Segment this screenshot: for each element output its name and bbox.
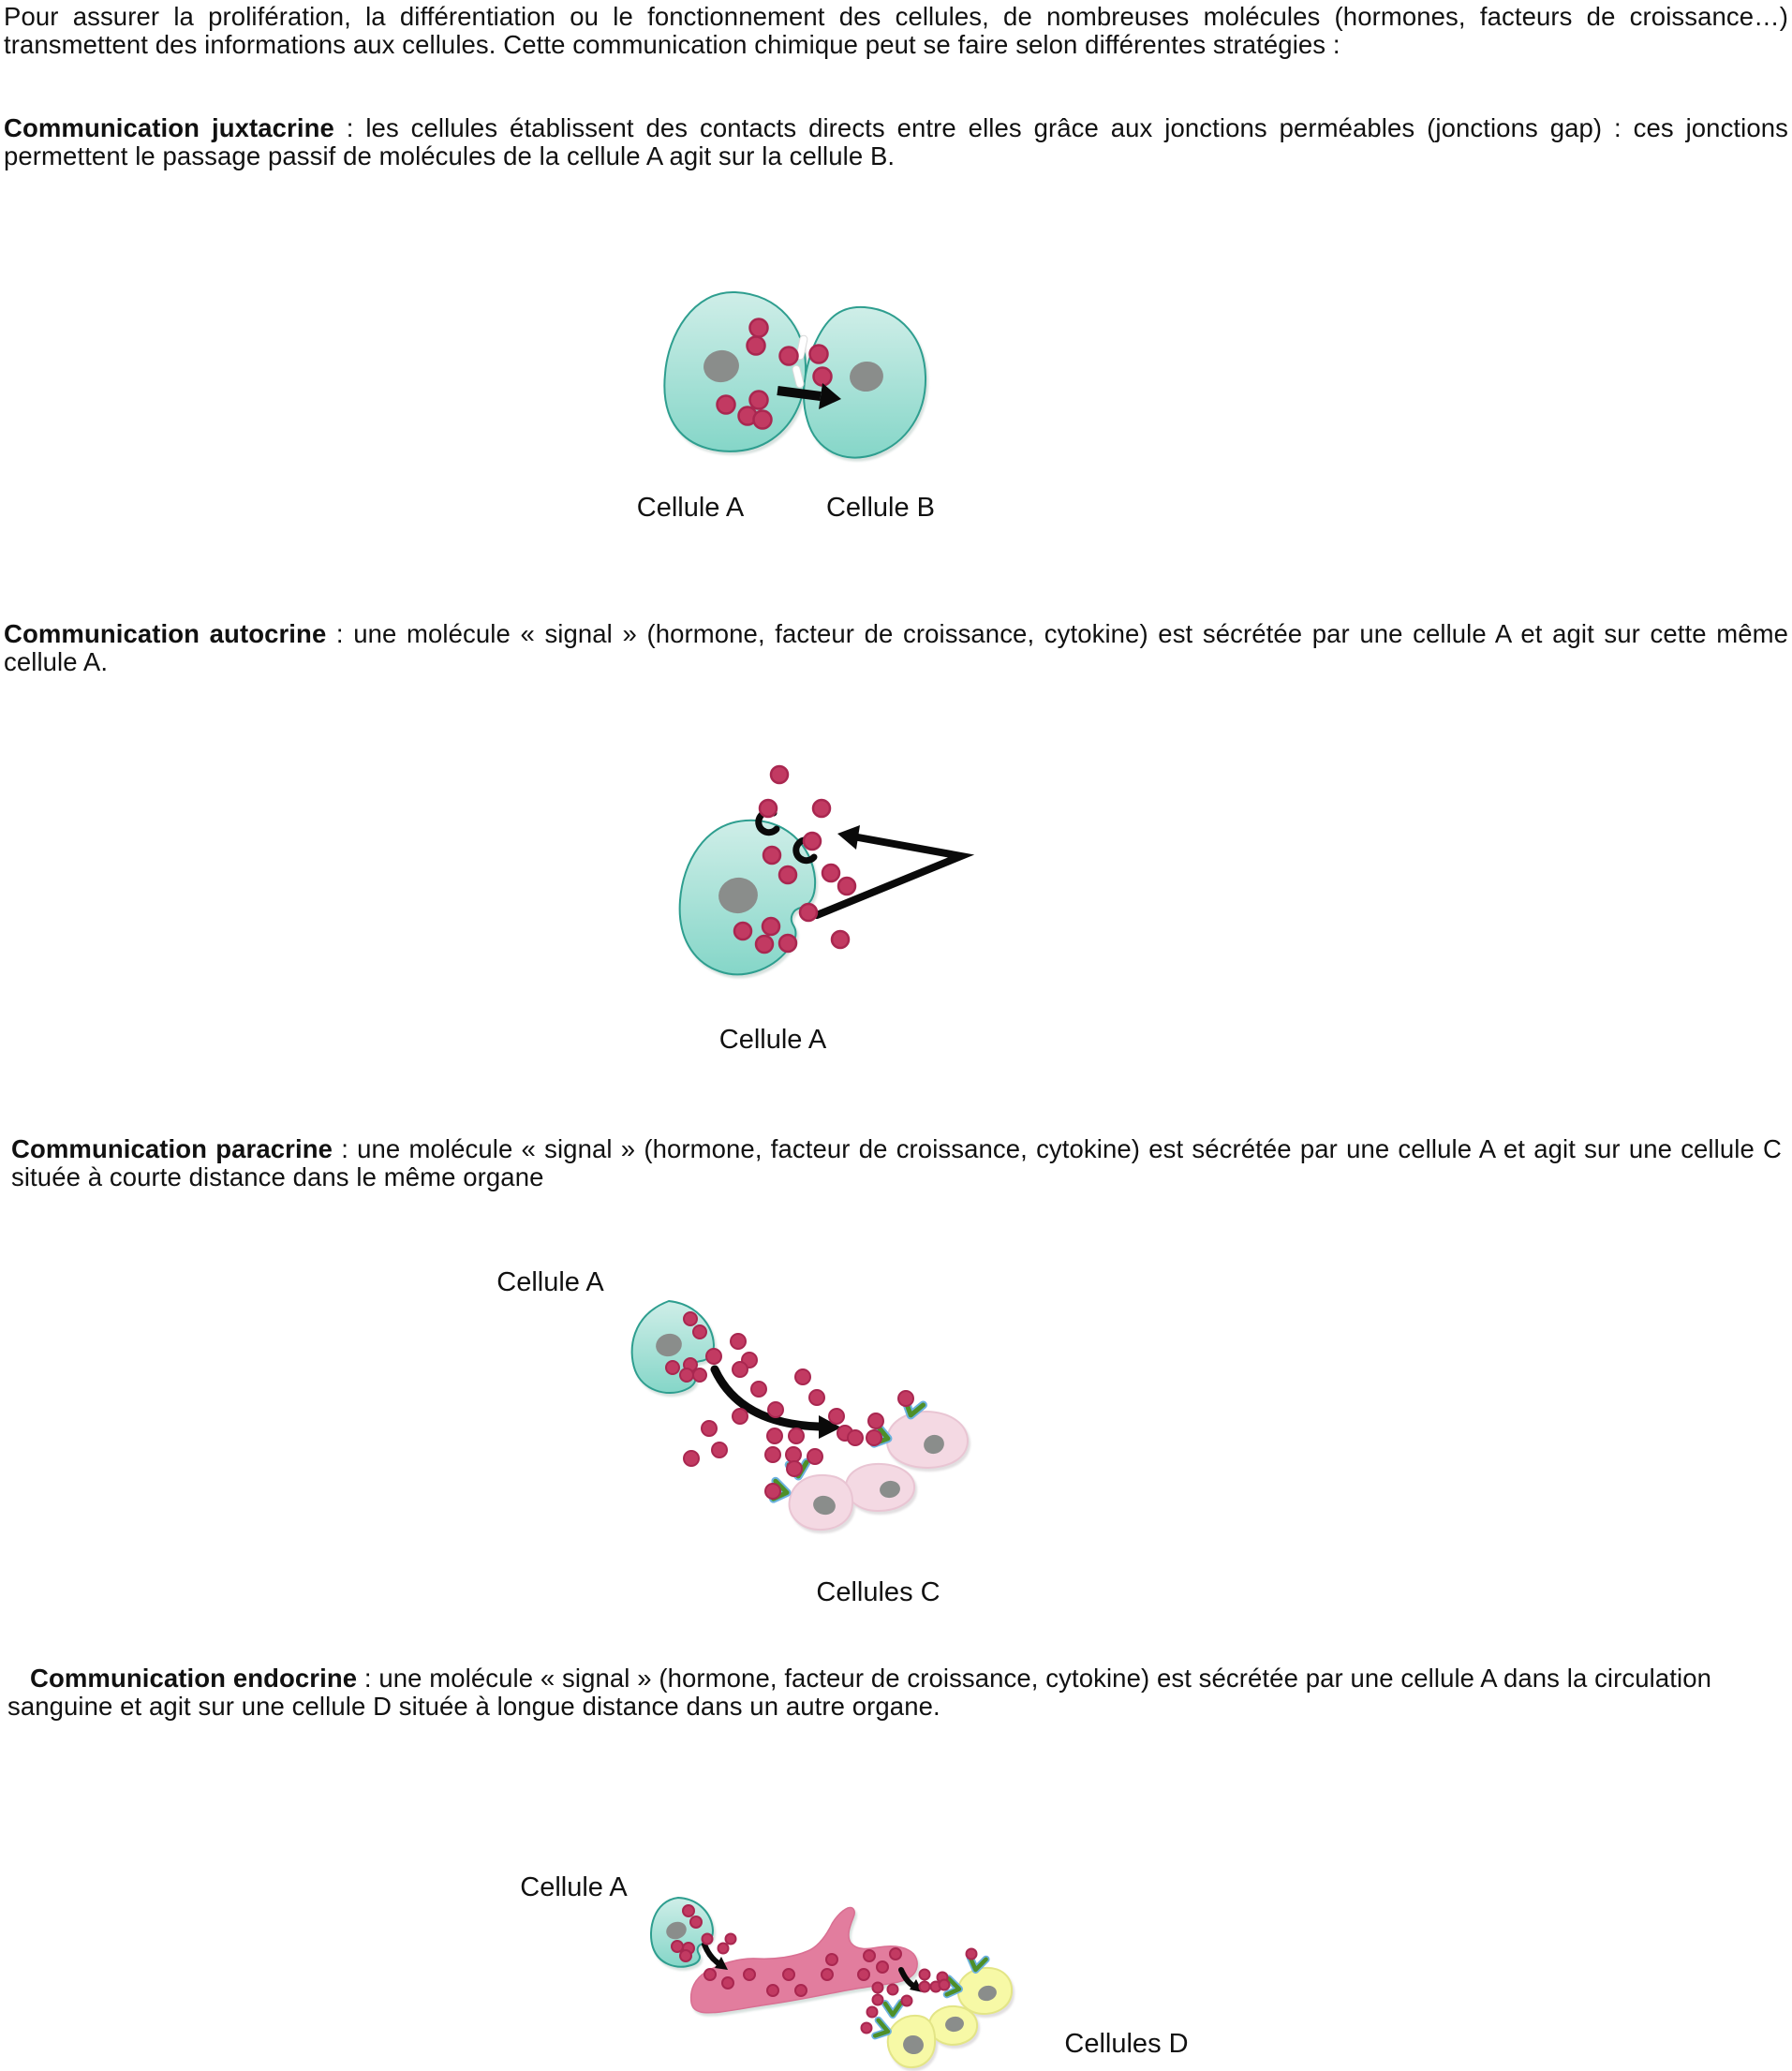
molecule-dot	[898, 1391, 913, 1406]
molecule-dot	[807, 1449, 822, 1464]
molecule-dot	[760, 800, 777, 817]
molecule-dot	[748, 337, 765, 355]
molecule-dot	[920, 1970, 930, 1980]
molecule-dot	[822, 865, 839, 881]
molecule-dot	[751, 1382, 766, 1397]
molecule-dot	[744, 1969, 755, 1980]
molecule-dot	[768, 1402, 783, 1417]
molecule-dot	[779, 866, 796, 883]
molecule-dot	[780, 348, 798, 365]
molecule-dot	[822, 1969, 833, 1980]
molecule-dot	[693, 1368, 706, 1382]
molecule-dot	[867, 2007, 878, 2018]
juxtacrine-label-cell-a: Cellule A	[636, 493, 745, 523]
molecule-dot	[754, 411, 772, 429]
molecule-dot	[888, 1985, 898, 1995]
molecule-dot	[722, 1977, 733, 1989]
molecule-dot	[712, 1442, 727, 1457]
cell-c-shape	[846, 1464, 914, 1511]
molecule-dot	[690, 1916, 702, 1928]
molecule-dot	[680, 1950, 691, 1961]
molecule-dot	[810, 346, 828, 363]
molecule-dot	[718, 396, 735, 414]
endocrine-paragraph	[7, 1664, 1769, 1720]
molecule-dot	[877, 1961, 888, 1973]
molecule-dot	[795, 1985, 807, 1996]
paracrine-heading: Communication paracrine	[11, 1134, 333, 1163]
paracrine-label-cell-a: Cellule A	[496, 1267, 604, 1297]
molecule-dot	[765, 1484, 780, 1499]
paracrine-label-cells-c: Cellules C	[816, 1577, 940, 1607]
molecule-dot	[763, 918, 779, 935]
molecule-dot	[800, 904, 817, 921]
molecule-dot	[873, 1983, 883, 1993]
endocrine-body: : une molécule « signal » (hormone, facteur de croissance, cytokine) est sécrétée par une cellule A dans la circulation sanguine et agit sur une cellule D située à longue distance dans un autre organe.	[7, 1664, 1711, 1721]
molecule-dot	[864, 1950, 875, 1961]
autocrine-paragraph	[4, 620, 1788, 675]
juxtacrine-diagram	[600, 281, 993, 478]
entry-arrow	[704, 1945, 718, 1963]
molecule-dot	[786, 1447, 801, 1462]
juxtacrine-paragraph	[4, 114, 1788, 170]
autocrine-label-cell-a: Cellule A	[718, 1025, 827, 1055]
molecule-dot	[733, 1362, 748, 1377]
autocrine-diagram	[656, 759, 1030, 984]
paracrine-paragraph	[11, 1135, 1782, 1191]
molecule-dot	[767, 1985, 778, 1996]
molecule-dot	[789, 1428, 804, 1443]
molecule-dot	[829, 1409, 844, 1424]
molecule-dot	[862, 2023, 872, 2034]
molecule-dot	[684, 1312, 697, 1325]
paracrine-body: : une molécule « signal » (hormone, facteur de croissance, cytokine) est sécrétée par une cellule A et agit sur une cellule C située à courte distance dans le même organe	[11, 1134, 1783, 1191]
molecule-dot	[838, 878, 855, 895]
molecule-dot	[804, 833, 821, 850]
molecule-dot	[756, 936, 773, 953]
endocrine-label-cells-d: Cellules D	[1064, 2029, 1189, 2059]
molecule-dot	[890, 1948, 901, 1960]
intro-paragraph: Pour assurer la prolifération, la différentiation ou le fonctionnement des cellules, de nombreuses molécules (hormones, facteurs de croissance…) transmettent des informations aux cellules. Cette communication chimique peut se faire selon différentes stratégies :	[4, 2, 1788, 59]
molecule-dot	[826, 1954, 837, 1965]
molecule-dot	[750, 319, 768, 337]
molecule-dot	[866, 1430, 881, 1445]
molecule-dot	[765, 1447, 780, 1462]
juxtacrine-heading: Communication juxtacrine	[4, 113, 334, 142]
molecule-dot	[783, 1969, 794, 1980]
molecule-dot	[702, 1421, 717, 1436]
blood-vessel-shape	[691, 1908, 918, 2013]
transfer-arrow	[778, 391, 821, 396]
molecule-dot	[734, 923, 751, 939]
molecule-dot	[683, 1905, 694, 1916]
endocrine-label-cell-a: Cellule A	[520, 1872, 628, 1902]
molecule-dot	[967, 1949, 977, 1960]
molecule-dot	[693, 1325, 706, 1339]
molecule-dot	[809, 1390, 824, 1405]
molecule-dot	[858, 1969, 869, 1980]
molecule-dot	[726, 1934, 736, 1945]
molecule-dot	[704, 1969, 716, 1980]
molecule-dot	[680, 1368, 693, 1382]
juxtacrine-label-cell-b: Cellule B	[825, 493, 936, 523]
molecule-dot	[672, 1941, 683, 1952]
molecule-dot	[920, 1982, 930, 1992]
autocrine-loop-arrow-head	[837, 825, 860, 850]
molecule-dot	[750, 392, 768, 409]
molecule-dot	[706, 1349, 721, 1364]
molecule-dot	[832, 931, 849, 948]
molecule-dot	[813, 800, 830, 817]
molecule-dot	[787, 1461, 802, 1476]
molecule-dot	[902, 1996, 912, 2006]
juxtacrine-body: : les cellules établissent des contacts directs entre elles grâce aux jonctions perméables (jonctions gap) : ces jonctions permettent le passage passif de molécules de la cellule A agit sur la cellule B.	[4, 113, 1789, 170]
molecule-dot	[666, 1361, 679, 1374]
autocrine-heading: Communication autocrine	[4, 619, 327, 648]
molecule-dot	[771, 766, 788, 783]
molecule-dot	[684, 1451, 699, 1466]
endocrine-diagram	[618, 1892, 1049, 2071]
molecule-dot	[795, 1369, 810, 1384]
molecule-dot	[873, 1995, 883, 2005]
paracrine-diagram	[600, 1297, 993, 1578]
molecule-dot	[868, 1413, 883, 1428]
molecule-dot	[731, 1334, 746, 1349]
molecule-dot	[733, 1409, 748, 1424]
molecule-dot	[767, 1428, 782, 1443]
endocrine-heading: Communication endocrine	[30, 1664, 358, 1693]
molecule-dot	[940, 1980, 950, 1990]
molecule-dot	[848, 1430, 863, 1445]
molecule-dot	[703, 1934, 713, 1945]
molecule-dot	[718, 1944, 729, 1954]
autocrine-body: : une molécule « signal » (hormone, facteur de croissance, cytokine) est sécrétée par une cellule A et agit sur cette même cellule A.	[4, 619, 1788, 676]
molecule-dot	[763, 847, 780, 864]
molecule-dot	[814, 368, 832, 386]
molecule-dot	[779, 935, 796, 952]
